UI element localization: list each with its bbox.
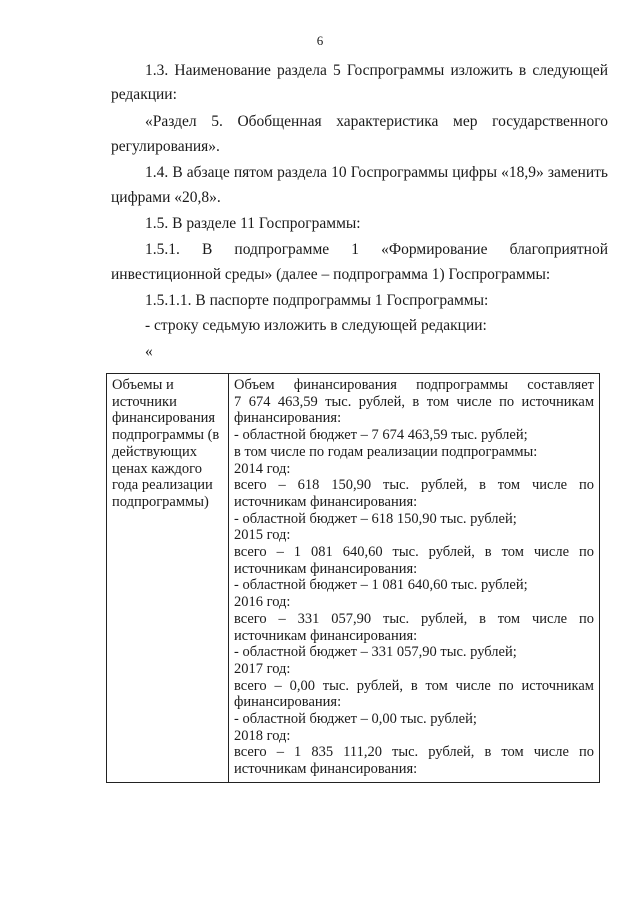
row-label-line: источники xyxy=(112,393,177,410)
row-label-cell xyxy=(107,374,229,783)
paragraph-1-5-1-line2: инвестиционной среды» (далее – подпрограмма 1) Госпрограммы: xyxy=(111,266,551,283)
value-line: - областной бюджет – 0,00 тыс. рублей; xyxy=(234,711,477,728)
value-line: всего – 331 057,90 тыс. рублей, в том числе по xyxy=(234,610,594,627)
paragraph-1-5-1-1: 1.5.1.1. В паспорте подпрограммы 1 Госпрограммы: xyxy=(145,292,489,309)
table-row xyxy=(107,374,600,783)
value-line: всего – 1 081 640,60 тыс. рублей, в том числе по xyxy=(234,544,594,561)
value-line: источникам финансирования: xyxy=(234,627,418,644)
opening-quote: « xyxy=(145,343,153,360)
paragraph-1-4-line2: цифрами «20,8». xyxy=(111,189,221,206)
value-line: финансирования: xyxy=(234,410,342,427)
row-label-line: ценах каждого xyxy=(112,460,203,477)
value-line: 7 674 463,59 тыс. рублей, в том числе по источникам xyxy=(234,393,594,410)
value-line: источникам финансирования: xyxy=(234,493,418,510)
row-label-line: действующих xyxy=(112,443,197,460)
paragraph-1-3-line1: 1.3. Наименование раздела 5 Госпрограммы изложить в следующей xyxy=(145,62,608,79)
paragraph-1-5: 1.5. В разделе 11 Госпрограммы: xyxy=(145,215,361,232)
row-label-line: Объемы и xyxy=(112,377,174,393)
value-line: всего – 618 150,90 тыс. рублей, в том числе по xyxy=(234,477,594,494)
paragraph-1-5-1-line1: 1.5.1. В подпрограмме 1 «Формирование благоприятной xyxy=(145,241,608,258)
quote-section-5-line1: «Раздел 5. Обобщенная характеристика мер государственного xyxy=(145,113,608,130)
value-line: - областной бюджет – 618 150,90 тыс. рублей; xyxy=(234,510,517,527)
value-line: - областной бюджет – 1 081 640,60 тыс. рублей; xyxy=(234,577,528,594)
value-line: всего – 0,00 тыс. рублей, в том числе по источникам xyxy=(234,677,594,694)
value-line: финансирования: xyxy=(234,694,342,711)
value-line: Объем финансирования подпрограммы составляет xyxy=(234,377,594,393)
value-line: 2018 год: xyxy=(234,727,291,744)
value-line: 2017 год: xyxy=(234,660,291,677)
instruction-line: - строку седьмую изложить в следующей редакции: xyxy=(145,317,487,334)
page-number: 6 xyxy=(316,33,324,48)
value-line: в том числе по годам реализации подпрограммы: xyxy=(234,443,538,460)
row-label-line: подпрограммы) xyxy=(112,493,209,510)
value-line: 2015 год: xyxy=(234,527,291,544)
row-label-line: подпрограммы (в xyxy=(112,427,220,444)
value-line: 2016 год: xyxy=(234,594,291,611)
value-line: источникам финансирования: xyxy=(234,761,418,778)
row-label-line: финансирования xyxy=(112,410,216,427)
quote-section-5-line2: регулирования». xyxy=(111,138,220,155)
paragraph-1-4-line1: 1.4. В абзаце пятом раздела 10 Госпрограммы цифры «18,9» заменить xyxy=(145,164,608,181)
row-label-line: года реализации xyxy=(112,477,213,494)
financing-table xyxy=(106,373,600,783)
paragraph-1-3-line2: редакции: xyxy=(111,86,177,103)
value-line: 2014 год: xyxy=(234,460,291,477)
value-line: - областной бюджет – 7 674 463,59 тыс. рублей; xyxy=(234,427,528,444)
row-value-cell xyxy=(229,374,600,783)
value-line: всего – 1 835 111,20 тыс. рублей, в том числе по xyxy=(234,744,594,761)
value-line: - областной бюджет – 331 057,90 тыс. рублей; xyxy=(234,644,517,661)
value-line: источникам финансирования: xyxy=(234,560,418,577)
